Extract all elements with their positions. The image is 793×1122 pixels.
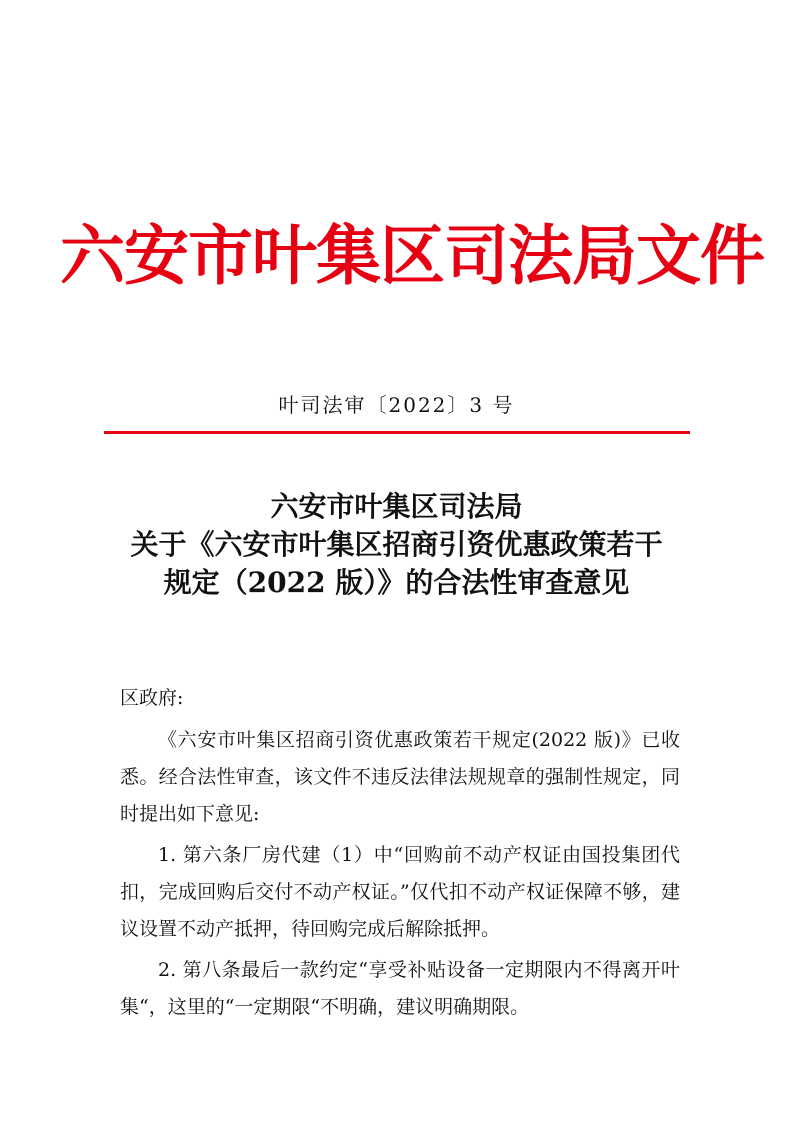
body-paragraph-intro: 《六安市叶集区招商引资优惠政策若干规定(2022 版)》已收悉。经合法性审查，该文件不违反法律法规规章的强制性规定，同时提出如下意见:: [120, 729, 680, 825]
red-divider-rule: [104, 431, 690, 434]
masthead-title: 六安市叶集区司法局文件: [60, 219, 765, 294]
title-line-1: 六安市叶集区司法局: [270, 490, 523, 523]
opinion-item-1: 1. 第六条厂房代建（1）中“回购前不动产权证由国投集团代扣，完成回购后交付不动产权证。”仅代扣不动产权证保障不够，建议设置不动产抵押，待回购完成后解除抵押。: [120, 844, 680, 940]
title-line-2: 关于《六安市叶集区招商引资优惠政策若干: [130, 528, 663, 561]
salutation: 区政府:: [120, 687, 184, 709]
document-body: [120, 680, 680, 1030]
title-line-3: 规定（2022 版）》的合法性审查意见: [163, 566, 630, 599]
opinion-item-2: 2. 第八条最后一款约定“享受补贴设备一定期限内不得离开叶集“，这里的“一定期限“不明确，建议明确期限。: [120, 959, 680, 1018]
document-number: 叶司法审〔2022〕3 号: [278, 393, 515, 417]
document-title: [80, 488, 713, 602]
